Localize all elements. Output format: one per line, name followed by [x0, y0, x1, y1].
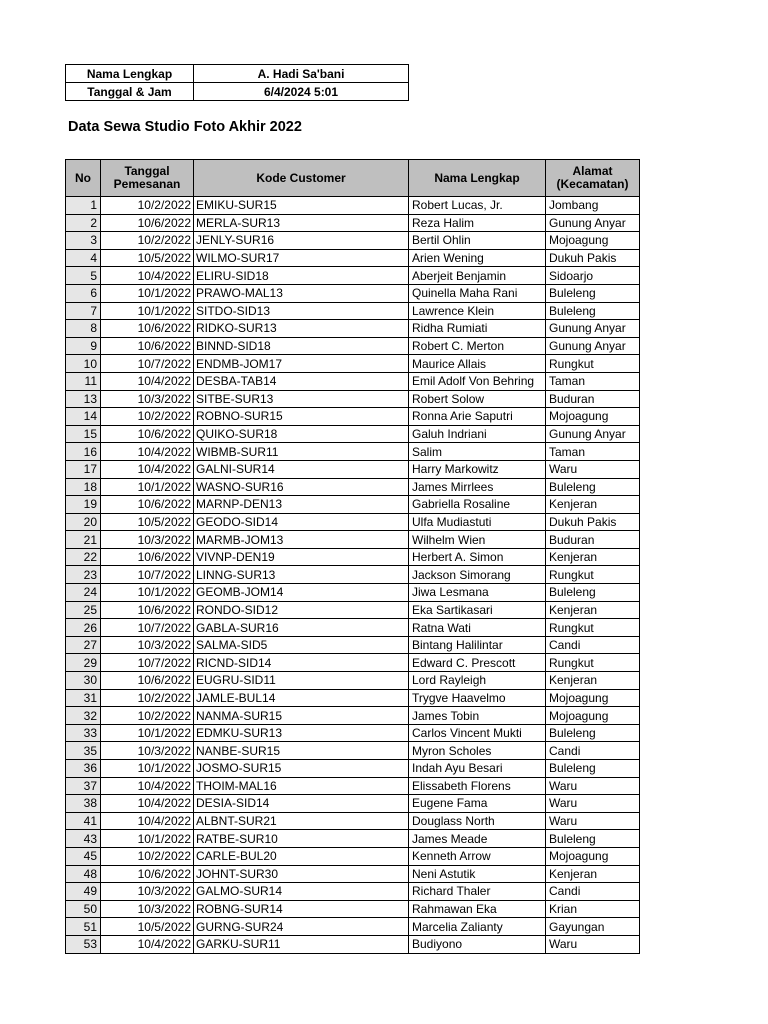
customer-code-cell[interactable]: JENLY-SUR16	[194, 232, 409, 250]
header-address[interactable]	[546, 160, 640, 197]
order-date-cell[interactable]: 10/6/2022	[101, 548, 194, 566]
customer-code-cell[interactable]: EDMKU-SUR13	[194, 724, 409, 742]
table-row	[66, 760, 640, 778]
row-number-cell[interactable]: 26	[66, 619, 101, 637]
table-row	[66, 425, 640, 443]
table-row	[66, 390, 640, 408]
row-number-cell[interactable]: 45	[66, 847, 101, 865]
info-name-label[interactable]: Nama Lengkap	[66, 65, 194, 83]
order-date-cell[interactable]: 10/5/2022	[101, 918, 194, 936]
customer-name-cell[interactable]: Trygve Haavelmo	[409, 689, 546, 707]
table-row	[66, 847, 640, 865]
order-date-cell[interactable]: 10/3/2022	[101, 636, 194, 654]
row-number-cell[interactable]: 15	[66, 425, 101, 443]
row-number-cell[interactable]: 30	[66, 672, 101, 690]
customer-name-cell[interactable]: Douglass North	[409, 812, 546, 830]
order-date-cell[interactable]: 10/2/2022	[101, 689, 194, 707]
customer-name-cell[interactable]: Harry Markowitz	[409, 460, 546, 478]
address-cell[interactable]: Mojoagung	[546, 408, 640, 426]
order-date-cell[interactable]: 10/2/2022	[101, 847, 194, 865]
info-row-datetime	[66, 83, 409, 101]
order-date-cell[interactable]: 10/4/2022	[101, 267, 194, 285]
customer-name-cell[interactable]: James Meade	[409, 830, 546, 848]
table-row	[66, 408, 640, 426]
customer-name-cell[interactable]: Bertil Ohlin	[409, 232, 546, 250]
customer-code-cell[interactable]: EMIKU-SUR15	[194, 197, 409, 215]
customer-name-cell[interactable]: Arien Wening	[409, 249, 546, 267]
address-cell[interactable]: Buleleng	[546, 584, 640, 602]
customer-name-cell[interactable]: Edward C. Prescott	[409, 654, 546, 672]
customer-code-cell[interactable]: THOIM-MAL16	[194, 777, 409, 795]
customer-name-cell[interactable]: Robert Solow	[409, 390, 546, 408]
customer-code-cell[interactable]: ROBNO-SUR15	[194, 408, 409, 426]
address-cell[interactable]: Kenjeran	[546, 865, 640, 883]
header-order-date-line1: Tanggal	[124, 164, 170, 178]
address-cell[interactable]: Mojoagung	[546, 847, 640, 865]
order-date-cell[interactable]: 10/2/2022	[101, 197, 194, 215]
row-number-cell[interactable]: 29	[66, 654, 101, 672]
address-cell[interactable]: Taman	[546, 443, 640, 461]
row-number-cell[interactable]: 37	[66, 777, 101, 795]
table-row	[66, 689, 640, 707]
table-row	[66, 320, 640, 338]
table-row	[66, 918, 640, 936]
customer-name-cell[interactable]: Rahmawan Eka	[409, 900, 546, 918]
table-row	[66, 566, 640, 584]
table-row	[66, 707, 640, 725]
table-row	[66, 214, 640, 232]
order-date-cell[interactable]: 10/4/2022	[101, 372, 194, 390]
customer-name-cell[interactable]: James Tobin	[409, 707, 546, 725]
table-row	[66, 654, 640, 672]
customer-name-cell[interactable]: Eka Sartikasari	[409, 601, 546, 619]
order-date-cell[interactable]: 10/3/2022	[101, 883, 194, 901]
order-date-cell[interactable]: 10/1/2022	[101, 478, 194, 496]
customer-code-cell[interactable]: PRAWO-MAL13	[194, 284, 409, 302]
table-row	[66, 724, 640, 742]
order-date-cell[interactable]: 10/1/2022	[101, 584, 194, 602]
customer-code-cell[interactable]: JAMLE-BUL14	[194, 689, 409, 707]
customer-name-cell[interactable]: Jiwa Lesmana	[409, 584, 546, 602]
customer-code-cell[interactable]: GEODO-SID14	[194, 513, 409, 531]
row-number-cell[interactable]: 35	[66, 742, 101, 760]
row-number-cell[interactable]: 19	[66, 496, 101, 514]
customer-code-cell[interactable]: JOSMO-SUR15	[194, 760, 409, 778]
address-cell[interactable]: Waru	[546, 935, 640, 953]
table-row	[66, 355, 640, 373]
order-date-cell[interactable]: 10/1/2022	[101, 724, 194, 742]
customer-code-cell[interactable]: GALNI-SUR14	[194, 460, 409, 478]
order-date-cell[interactable]: 10/4/2022	[101, 460, 194, 478]
table-row	[66, 619, 640, 637]
address-cell[interactable]: Kenjeran	[546, 672, 640, 690]
header-address-line1: Alamat	[572, 164, 613, 178]
customer-name-cell[interactable]: Budiyono	[409, 935, 546, 953]
order-date-cell[interactable]: 10/6/2022	[101, 425, 194, 443]
address-cell[interactable]: Gunung Anyar	[546, 425, 640, 443]
address-cell[interactable]: Mojoagung	[546, 232, 640, 250]
customer-code-cell[interactable]: QUIKO-SUR18	[194, 425, 409, 443]
customer-name-cell[interactable]: Eugene Fama	[409, 795, 546, 813]
order-date-cell[interactable]: 10/2/2022	[101, 707, 194, 725]
row-number-cell[interactable]: 1	[66, 197, 101, 215]
customer-name-cell[interactable]: Emil Adolf Von Behring	[409, 372, 546, 390]
address-cell[interactable]: Mojoagung	[546, 707, 640, 725]
customer-code-cell[interactable]: WIBMB-SUR11	[194, 443, 409, 461]
address-cell[interactable]: Buleleng	[546, 302, 640, 320]
address-cell[interactable]: Krian	[546, 900, 640, 918]
address-cell[interactable]: Buleleng	[546, 478, 640, 496]
table-row	[66, 795, 640, 813]
table-row	[66, 478, 640, 496]
table-row	[66, 548, 640, 566]
row-number-cell[interactable]: 38	[66, 795, 101, 813]
address-cell[interactable]: Gunung Anyar	[546, 214, 640, 232]
order-date-cell[interactable]: 10/5/2022	[101, 249, 194, 267]
header-order-date[interactable]	[101, 160, 194, 197]
row-number-cell[interactable]: 9	[66, 337, 101, 355]
table-row	[66, 742, 640, 760]
table-row	[66, 601, 640, 619]
customer-name-cell[interactable]: Lawrence Klein	[409, 302, 546, 320]
info-datetime-label[interactable]: Tanggal & Jam	[66, 83, 194, 101]
address-cell[interactable]: Dukuh Pakis	[546, 513, 640, 531]
header-full-name[interactable]: Nama Lengkap	[409, 160, 546, 197]
row-number-cell[interactable]: 33	[66, 724, 101, 742]
address-cell[interactable]: Gunung Anyar	[546, 320, 640, 338]
row-number-cell[interactable]: 43	[66, 830, 101, 848]
customer-name-cell[interactable]: Myron Scholes	[409, 742, 546, 760]
order-date-cell[interactable]: 10/4/2022	[101, 777, 194, 795]
customer-name-cell[interactable]: James Mirrlees	[409, 478, 546, 496]
table-row	[66, 636, 640, 654]
order-date-cell[interactable]: 10/1/2022	[101, 830, 194, 848]
row-number-cell[interactable]: 50	[66, 900, 101, 918]
customer-code-cell[interactable]: RATBE-SUR10	[194, 830, 409, 848]
table-row	[66, 830, 640, 848]
customer-code-cell[interactable]: SITDO-SID13	[194, 302, 409, 320]
address-cell[interactable]: Buleleng	[546, 284, 640, 302]
customer-name-cell[interactable]: Gabriella Rosaline	[409, 496, 546, 514]
table-row	[66, 777, 640, 795]
customer-name-cell[interactable]: Herbert A. Simon	[409, 548, 546, 566]
order-date-cell[interactable]: 10/4/2022	[101, 812, 194, 830]
row-number-cell[interactable]: 21	[66, 531, 101, 549]
customer-code-cell[interactable]: MARMB-JOM13	[194, 531, 409, 549]
table-row	[66, 460, 640, 478]
customer-code-cell[interactable]: GEOMB-JOM14	[194, 584, 409, 602]
header-order-date-line2: Pemesanan	[113, 177, 181, 191]
row-number-cell[interactable]: 17	[66, 460, 101, 478]
address-cell[interactable]: Buduran	[546, 390, 640, 408]
order-date-cell[interactable]: 10/7/2022	[101, 619, 194, 637]
order-date-cell[interactable]: 10/2/2022	[101, 408, 194, 426]
order-date-cell[interactable]: 10/3/2022	[101, 742, 194, 760]
table-row	[66, 865, 640, 883]
row-number-cell[interactable]: 22	[66, 548, 101, 566]
customer-code-cell[interactable]: SITBE-SUR13	[194, 390, 409, 408]
customer-name-cell[interactable]: Quinella Maha Rani	[409, 284, 546, 302]
order-date-cell[interactable]: 10/7/2022	[101, 566, 194, 584]
order-date-cell[interactable]: 10/6/2022	[101, 496, 194, 514]
address-cell[interactable]: Gayungan	[546, 918, 640, 936]
order-date-cell[interactable]: 10/1/2022	[101, 302, 194, 320]
row-number-cell[interactable]: 49	[66, 883, 101, 901]
address-cell[interactable]: Mojoagung	[546, 689, 640, 707]
customer-name-cell[interactable]: Carlos Vincent Mukti	[409, 724, 546, 742]
customer-name-cell[interactable]: Kenneth Arrow	[409, 847, 546, 865]
customer-code-cell[interactable]: GURNG-SUR24	[194, 918, 409, 936]
address-cell[interactable]: Rungkut	[546, 355, 640, 373]
customer-name-cell[interactable]: Ratna Wati	[409, 619, 546, 637]
customer-code-cell[interactable]: RICND-SID14	[194, 654, 409, 672]
customer-code-cell[interactable]: RIDKO-SUR13	[194, 320, 409, 338]
address-cell[interactable]: Sidoarjo	[546, 267, 640, 285]
row-number-cell[interactable]: 8	[66, 320, 101, 338]
table-body	[66, 197, 640, 954]
table-row	[66, 197, 640, 215]
customer-name-cell[interactable]: Salim	[409, 443, 546, 461]
address-cell[interactable]: Rungkut	[546, 619, 640, 637]
address-cell[interactable]: Taman	[546, 372, 640, 390]
table-row	[66, 584, 640, 602]
table-row	[66, 513, 640, 531]
table-row	[66, 883, 640, 901]
table-row	[66, 496, 640, 514]
customer-code-cell[interactable]: GALMO-SUR14	[194, 883, 409, 901]
row-number-cell[interactable]: 48	[66, 865, 101, 883]
order-date-cell[interactable]: 10/3/2022	[101, 531, 194, 549]
row-number-cell[interactable]: 27	[66, 636, 101, 654]
table-row	[66, 249, 640, 267]
row-number-cell[interactable]: 25	[66, 601, 101, 619]
table-row	[66, 900, 640, 918]
order-date-cell[interactable]: 10/4/2022	[101, 795, 194, 813]
address-cell[interactable]: Kenjeran	[546, 548, 640, 566]
customer-code-cell[interactable]: WASNO-SUR16	[194, 478, 409, 496]
order-date-cell[interactable]: 10/3/2022	[101, 390, 194, 408]
table-header-row	[66, 160, 640, 197]
page-title: Data Sewa Studio Foto Akhir 2022	[68, 119, 302, 135]
address-cell[interactable]: Candi	[546, 883, 640, 901]
row-number-cell[interactable]: 6	[66, 284, 101, 302]
customer-code-cell[interactable]: ELIRU-SID18	[194, 267, 409, 285]
address-cell[interactable]: Waru	[546, 812, 640, 830]
order-date-cell[interactable]: 10/5/2022	[101, 513, 194, 531]
customer-name-cell[interactable]: Richard Thaler	[409, 883, 546, 901]
table-row	[66, 531, 640, 549]
row-number-cell[interactable]: 31	[66, 689, 101, 707]
customer-code-cell[interactable]: DESBA-TAB14	[194, 372, 409, 390]
table-row	[66, 302, 640, 320]
rental-data-table	[65, 159, 640, 954]
address-cell[interactable]: Rungkut	[546, 566, 640, 584]
customer-code-cell[interactable]: NANMA-SUR15	[194, 707, 409, 725]
customer-code-cell[interactable]: RONDO-SID12	[194, 601, 409, 619]
customer-name-cell[interactable]: Indah Ayu Besari	[409, 760, 546, 778]
customer-code-cell[interactable]: SALMA-SID5	[194, 636, 409, 654]
customer-name-cell[interactable]: Ridha Rumiati	[409, 320, 546, 338]
row-number-cell[interactable]: 18	[66, 478, 101, 496]
address-cell[interactable]: Buleleng	[546, 724, 640, 742]
customer-code-cell[interactable]: ALBNT-SUR21	[194, 812, 409, 830]
address-cell[interactable]: Kenjeran	[546, 496, 640, 514]
address-cell[interactable]: Waru	[546, 460, 640, 478]
row-number-cell[interactable]: 13	[66, 390, 101, 408]
row-number-cell[interactable]: 36	[66, 760, 101, 778]
table-row	[66, 672, 640, 690]
customer-code-cell[interactable]: DESIA-SID14	[194, 795, 409, 813]
customer-name-cell[interactable]: Neni Astutik	[409, 865, 546, 883]
customer-code-cell[interactable]: BINND-SID18	[194, 337, 409, 355]
customer-name-cell[interactable]: Ronna Arie Saputri	[409, 408, 546, 426]
order-date-cell[interactable]: 10/6/2022	[101, 214, 194, 232]
address-cell[interactable]: Rungkut	[546, 654, 640, 672]
header-address-line2: (Kecamatan)	[556, 177, 629, 191]
customer-code-cell[interactable]: MERLA-SUR13	[194, 214, 409, 232]
customer-code-cell[interactable]: EUGRU-SID11	[194, 672, 409, 690]
customer-code-cell[interactable]: NANBE-SUR15	[194, 742, 409, 760]
table-row	[66, 372, 640, 390]
customer-name-cell[interactable]: Bintang Halilintar	[409, 636, 546, 654]
customer-code-cell[interactable]: MARNP-DEN13	[194, 496, 409, 514]
row-number-cell[interactable]: 51	[66, 918, 101, 936]
customer-name-cell[interactable]: Galuh Indriani	[409, 425, 546, 443]
info-table	[65, 64, 409, 101]
customer-code-cell[interactable]: GARKU-SUR11	[194, 935, 409, 953]
customer-code-cell[interactable]: LINNG-SUR13	[194, 566, 409, 584]
order-date-cell[interactable]: 10/6/2022	[101, 320, 194, 338]
customer-name-cell[interactable]: Reza Halim	[409, 214, 546, 232]
address-cell[interactable]: Buduran	[546, 531, 640, 549]
row-number-cell[interactable]: 5	[66, 267, 101, 285]
row-number-cell[interactable]: 23	[66, 566, 101, 584]
customer-name-cell[interactable]: Maurice Allais	[409, 355, 546, 373]
customer-name-cell[interactable]: Elissabeth Florens	[409, 777, 546, 795]
row-number-cell[interactable]: 3	[66, 232, 101, 250]
address-cell[interactable]: Dukuh Pakis	[546, 249, 640, 267]
row-number-cell[interactable]: 7	[66, 302, 101, 320]
table-row	[66, 232, 640, 250]
customer-name-cell[interactable]: Robert C. Merton	[409, 337, 546, 355]
order-date-cell[interactable]: 10/3/2022	[101, 900, 194, 918]
row-number-cell[interactable]: 10	[66, 355, 101, 373]
address-cell[interactable]: Gunung Anyar	[546, 337, 640, 355]
address-cell[interactable]: Waru	[546, 777, 640, 795]
customer-code-cell[interactable]: VIVNP-DEN19	[194, 548, 409, 566]
address-cell[interactable]: Candi	[546, 742, 640, 760]
order-date-cell[interactable]: 10/4/2022	[101, 443, 194, 461]
customer-code-cell[interactable]: JOHNT-SUR30	[194, 865, 409, 883]
row-number-cell[interactable]: 2	[66, 214, 101, 232]
customer-code-cell[interactable]: ROBNG-SUR14	[194, 900, 409, 918]
customer-name-cell[interactable]: Lord Rayleigh	[409, 672, 546, 690]
table-row	[66, 812, 640, 830]
row-number-cell[interactable]: 53	[66, 935, 101, 953]
customer-name-cell[interactable]: Aberjeit Benjamin	[409, 267, 546, 285]
header-no[interactable]: No	[66, 160, 101, 197]
order-date-cell[interactable]: 10/1/2022	[101, 284, 194, 302]
customer-name-cell[interactable]: Jackson Simorang	[409, 566, 546, 584]
customer-name-cell[interactable]: Wilhelm Wien	[409, 531, 546, 549]
customer-name-cell[interactable]: Ulfa Mudiastuti	[409, 513, 546, 531]
order-date-cell[interactable]: 10/7/2022	[101, 355, 194, 373]
customer-name-cell[interactable]: Robert Lucas, Jr.	[409, 197, 546, 215]
address-cell[interactable]: Kenjeran	[546, 601, 640, 619]
table-row	[66, 935, 640, 953]
customer-code-cell[interactable]: WILMO-SUR17	[194, 249, 409, 267]
customer-code-cell[interactable]: ENDMB-JOM17	[194, 355, 409, 373]
row-number-cell[interactable]: 24	[66, 584, 101, 602]
row-number-cell[interactable]: 11	[66, 372, 101, 390]
address-cell[interactable]: Waru	[546, 795, 640, 813]
table-row	[66, 443, 640, 461]
order-date-cell[interactable]: 10/4/2022	[101, 935, 194, 953]
customer-code-cell[interactable]: CARLE-BUL20	[194, 847, 409, 865]
address-cell[interactable]: Candi	[546, 636, 640, 654]
order-date-cell[interactable]: 10/1/2022	[101, 760, 194, 778]
row-number-cell[interactable]: 16	[66, 443, 101, 461]
order-date-cell[interactable]: 10/6/2022	[101, 601, 194, 619]
row-number-cell[interactable]: 41	[66, 812, 101, 830]
order-date-cell[interactable]: 10/6/2022	[101, 865, 194, 883]
table-row	[66, 284, 640, 302]
info-row-name	[66, 65, 409, 83]
row-number-cell[interactable]: 14	[66, 408, 101, 426]
order-date-cell[interactable]: 10/7/2022	[101, 654, 194, 672]
address-cell[interactable]: Buleleng	[546, 830, 640, 848]
row-number-cell[interactable]: 4	[66, 249, 101, 267]
row-number-cell[interactable]: 32	[66, 707, 101, 725]
table-row	[66, 337, 640, 355]
header-customer-code[interactable]: Kode Customer	[194, 160, 409, 197]
address-cell[interactable]: Jombang	[546, 197, 640, 215]
info-name-value[interactable]: A. Hadi Sa'bani	[194, 65, 409, 83]
address-cell[interactable]: Buleleng	[546, 760, 640, 778]
customer-code-cell[interactable]: GABLA-SUR16	[194, 619, 409, 637]
row-number-cell[interactable]: 20	[66, 513, 101, 531]
table-row	[66, 267, 640, 285]
order-date-cell[interactable]: 10/6/2022	[101, 672, 194, 690]
order-date-cell[interactable]: 10/6/2022	[101, 337, 194, 355]
order-date-cell[interactable]: 10/2/2022	[101, 232, 194, 250]
info-datetime-value[interactable]: 6/4/2024 5:01	[194, 83, 409, 101]
customer-name-cell[interactable]: Marcelia Zalianty	[409, 918, 546, 936]
